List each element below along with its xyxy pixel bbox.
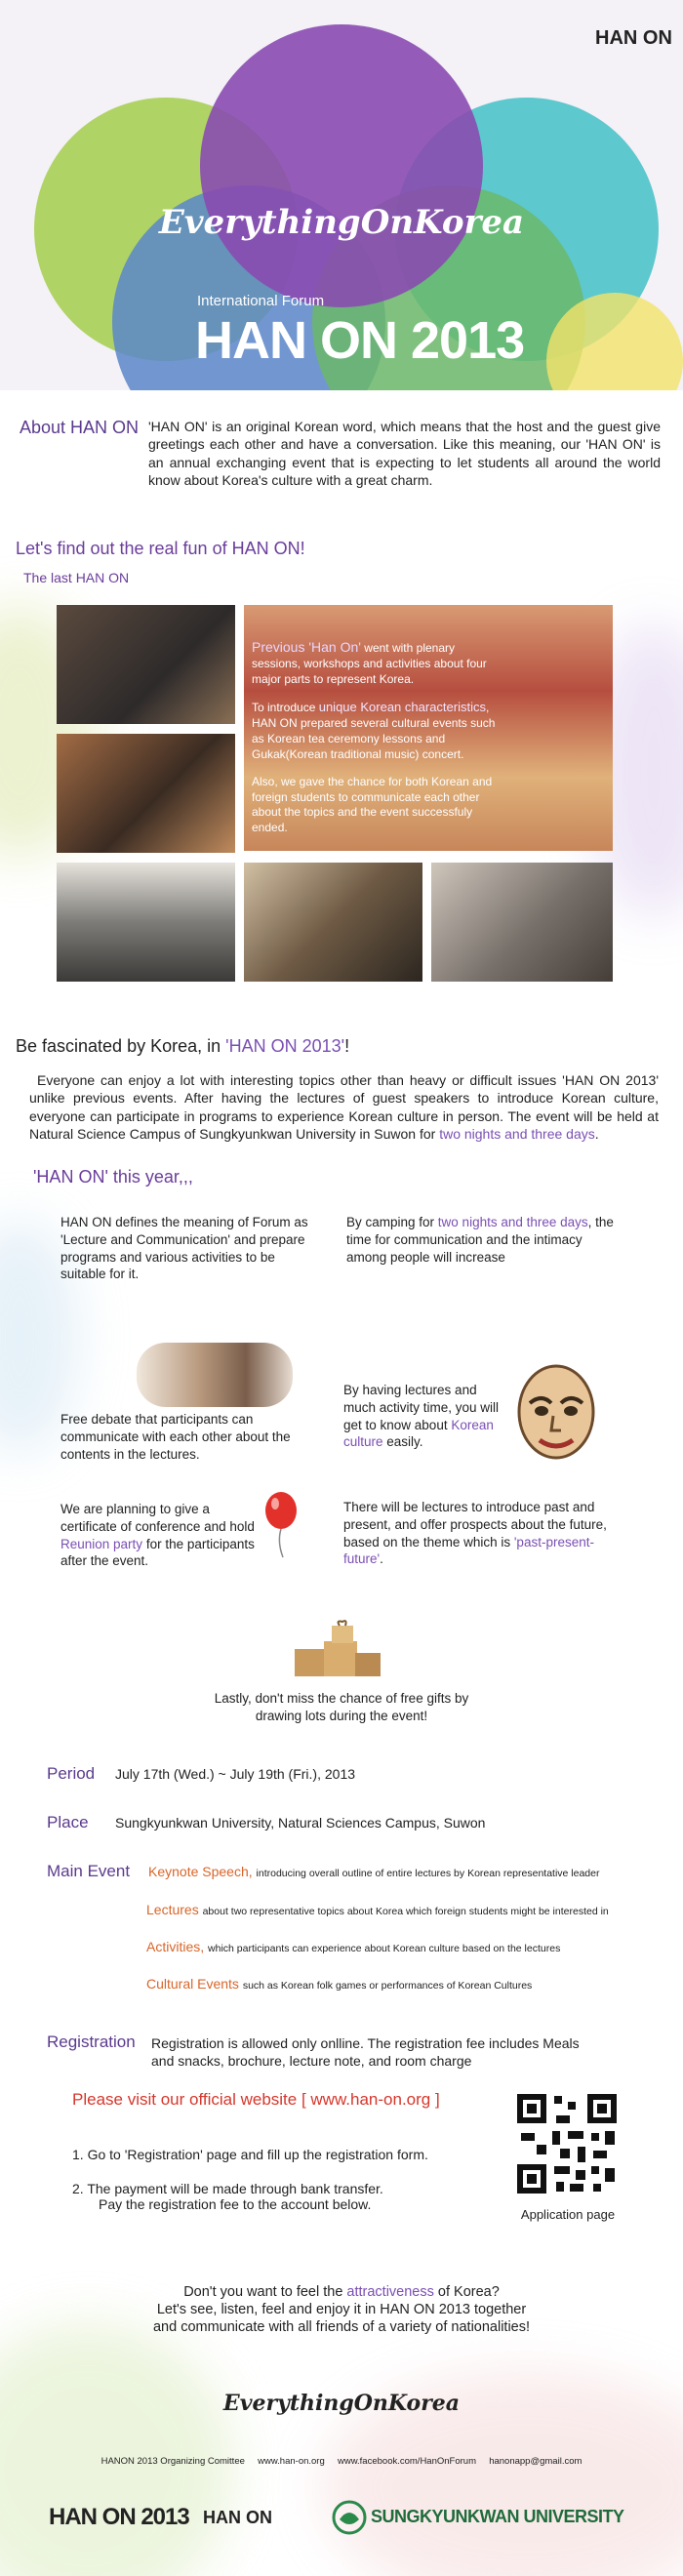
b2-hl: two nights and three days bbox=[437, 1215, 588, 1229]
fun-p2-hl: unique Korean characteristics bbox=[318, 700, 486, 715]
footer-org: HANON 2013 Organizing Comittee bbox=[100, 2456, 245, 2467]
closing-text bbox=[59, 2283, 624, 2336]
qr-code-icon[interactable] bbox=[513, 2090, 621, 2197]
fun-p2-rest: , HAN ON prepared several cultural events such as Korean tea ceremony lessons and Gukak(Korean traditional music) concert. bbox=[252, 701, 496, 761]
fascinated-text bbox=[29, 1071, 659, 1144]
closing-l1-hl: attractiveness bbox=[346, 2284, 434, 2300]
free-gifts: Lastly, don't miss the chance of free gifts by drawing lots during the event! bbox=[214, 1691, 469, 1723]
visit-heading: Please visit our official website [ www.han-on.org ] bbox=[72, 2090, 440, 2109]
fun-p1-rest: went with plenary sessions, workshops and activities about four major parts to represent Korea. bbox=[252, 641, 487, 686]
photo-lecture-hall bbox=[57, 863, 235, 982]
fascinated-heading-hl: 'HAN ON 2013' bbox=[225, 1036, 345, 1056]
event-lectures-name: Lectures bbox=[146, 1902, 199, 1917]
benefit-lectures bbox=[343, 1499, 626, 1568]
fascinated-heading-end: ! bbox=[344, 1036, 350, 1056]
event-activities-desc: which participants can experience about Korean culture based on the lectures bbox=[208, 1943, 561, 1954]
b4-rest: easily. bbox=[382, 1434, 423, 1450]
university-emblem-icon bbox=[332, 2500, 367, 2535]
fun-p1-hl: Previous 'Han On' bbox=[252, 639, 361, 655]
b5-pre: We are planning to give a certificate of conference and hold bbox=[60, 1502, 255, 1534]
benefit-korean-culture bbox=[343, 1382, 500, 1451]
registration-text: Registration is allowed only onlline. The registration fee includes Meals and snacks, brochure, lecture note, and room charge bbox=[151, 2035, 580, 2070]
corner-logo bbox=[595, 27, 672, 50]
b2-rest: , the time for communication and the intimacy among people will increase bbox=[346, 1215, 614, 1265]
event-cultural bbox=[146, 1975, 663, 1993]
photo-debate bbox=[137, 1343, 293, 1407]
balloon-icon bbox=[261, 1491, 301, 1559]
main-event-label: Main Event bbox=[47, 1862, 131, 1880]
title-han: HAN ON bbox=[195, 311, 397, 370]
header-title bbox=[195, 310, 524, 371]
period-label: Period bbox=[47, 1764, 96, 1783]
place-label: Place bbox=[47, 1813, 89, 1831]
photo-students bbox=[431, 863, 613, 982]
fun-p1 bbox=[252, 638, 501, 687]
b6-end: . bbox=[380, 1551, 383, 1567]
header-slogan: EverythingOnKorea bbox=[158, 203, 525, 242]
footer-contacts bbox=[0, 2456, 683, 2467]
qr-caption: Application page bbox=[520, 2207, 616, 2222]
about-text: 'HAN ON' is an original Korean word, which means that the host and the guest give greetings each other and have a conversation. Like this meaning, our 'HAN ON' is an annual exchanging event that is expecting to let students all around the world know about Korea's culture with a great charm. bbox=[148, 419, 661, 489]
b4-pre: By having lectures and much activity time, you will get to know about bbox=[343, 1383, 500, 1432]
photo-tea-ceremony bbox=[244, 863, 422, 982]
event-keynote-name: Keynote Speech, bbox=[148, 1864, 253, 1879]
fascinated-text-main: Everyone can enjoy a lot with interesting topics other than heavy or difficult issues 'HAN ON 2013' unlike previous events. After having the lectures of guest speakers to introduce Korean culture, everyone can participate in programs to experience Korean culture in person. The event will be held at Natural Science Campus of Sungkyunkwan University in Suwon for bbox=[29, 1072, 659, 1143]
footer-facebook-link[interactable]: www.facebook.com/HanOnForum bbox=[337, 2456, 476, 2467]
event-activities-name: Activities, bbox=[146, 1939, 205, 1954]
gift-boxes-icon bbox=[289, 1620, 386, 1680]
about-heading: About HAN ON bbox=[20, 418, 140, 437]
step-1: 1. Go to 'Registration' page and fill up the registration form. bbox=[72, 2147, 428, 2162]
corner-logo-text: HAN ON bbox=[595, 27, 672, 49]
circle-purple bbox=[200, 24, 483, 307]
photo-audience bbox=[57, 605, 235, 724]
event-cultural-name: Cultural Events bbox=[146, 1976, 239, 1992]
fun-p2-pre: To introduce bbox=[252, 701, 319, 715]
benefit-reunion bbox=[60, 1501, 256, 1570]
footer-logo-small: HAN ON bbox=[203, 2508, 272, 2527]
fascinated-text-end: . bbox=[594, 1126, 599, 1143]
b2-pre: By camping for bbox=[346, 1215, 438, 1229]
fun-p3: Also, we gave the chance for both Korean and foreign students to communicate each other about the topics and the event successfuly ended. bbox=[252, 774, 493, 835]
benefit-camping bbox=[346, 1214, 615, 1266]
step-2b: Pay the registration fee to the account below. bbox=[99, 2196, 372, 2212]
step-2: 2. The payment will be made through bank transfer. bbox=[72, 2181, 383, 2196]
event-keynote-desc: introducing overall outline of entire lectures by Korean representative leader bbox=[256, 1868, 600, 1879]
b5-rest: for the participants after the event. bbox=[60, 1536, 255, 1569]
closing-line-3: and communicate with all friends of a variety of nationalities! bbox=[152, 2319, 531, 2336]
title-year: 2013 bbox=[411, 311, 525, 370]
closing-line-2: Let's see, listen, feel and enjoy it in HAN ON 2013 together bbox=[156, 2302, 527, 2318]
footer-logo-hanon: HAN ON 2013 bbox=[49, 2504, 189, 2530]
b6-pre: There will be lectures to introduce past and present, and offer prospects about the future, based on the theme which is bbox=[343, 1500, 607, 1550]
fun-p2 bbox=[252, 699, 501, 762]
event-lectures bbox=[146, 1901, 673, 1919]
thisyear-heading: 'HAN ON' this year,,, bbox=[33, 1167, 193, 1187]
mask-icon bbox=[512, 1362, 600, 1462]
benefit-forum: HAN ON defines the meaning of Forum as 'Lecture and Communication' and prepare programs and various activities to be suitable for it. bbox=[60, 1215, 308, 1282]
benefit-debate: Free debate that participants can communicate with each other about the contents in the lectures. bbox=[60, 1412, 291, 1462]
fascinated-text-hl: two nights and three days bbox=[439, 1126, 595, 1143]
footer-site-link[interactable]: www.han-on.org bbox=[258, 2456, 325, 2467]
registration-label: Registration bbox=[47, 2033, 136, 2051]
b6-hl: 'past-present-future' bbox=[343, 1534, 594, 1567]
closing-l1-pre: Don't you want to feel the bbox=[183, 2284, 347, 2300]
b5-hl: Reunion party bbox=[60, 1536, 143, 1551]
fun-text-box bbox=[252, 638, 501, 836]
footer-university: SUNGKYUNKWAN UNIVERSITY bbox=[371, 2507, 624, 2526]
event-lectures-desc: about two representative topics about Korea which foreign students might be interested in bbox=[202, 1906, 609, 1917]
bg-wash bbox=[0, 2322, 234, 2576]
fascinated-heading-pre: Be fascinated by Korea, in bbox=[16, 1036, 226, 1056]
place-value: Sungkyunkwan University, Natural Sciences Campus, Suwon bbox=[115, 1815, 486, 1831]
header-banner bbox=[0, 0, 683, 390]
footer-email-link[interactable]: hanonapp@gmail.com bbox=[489, 2456, 583, 2467]
closing-line-1 bbox=[59, 2283, 624, 2301]
event-keynote bbox=[148, 1863, 665, 1881]
fun-heading: Let's find out the real fun of HAN ON! bbox=[16, 539, 305, 558]
period-value: July 17th (Wed.) ~ July 19th (Fri.), 2013 bbox=[115, 1766, 356, 1782]
closing-l1-end: of Korea? bbox=[433, 2284, 500, 2300]
photo-group bbox=[57, 734, 235, 853]
fun-sub: The last HAN ON bbox=[23, 570, 130, 585]
b4-hl: Korean culture bbox=[343, 1417, 494, 1450]
fascinated-heading bbox=[16, 1036, 349, 1057]
footer-slogan: EverythingOnKorea bbox=[222, 2391, 461, 2416]
forum-label: International Forum bbox=[197, 293, 325, 309]
event-cultural-desc: such as Korean folk games or performances of Korean Cultures bbox=[242, 1980, 533, 1992]
event-activities bbox=[146, 1938, 663, 1956]
